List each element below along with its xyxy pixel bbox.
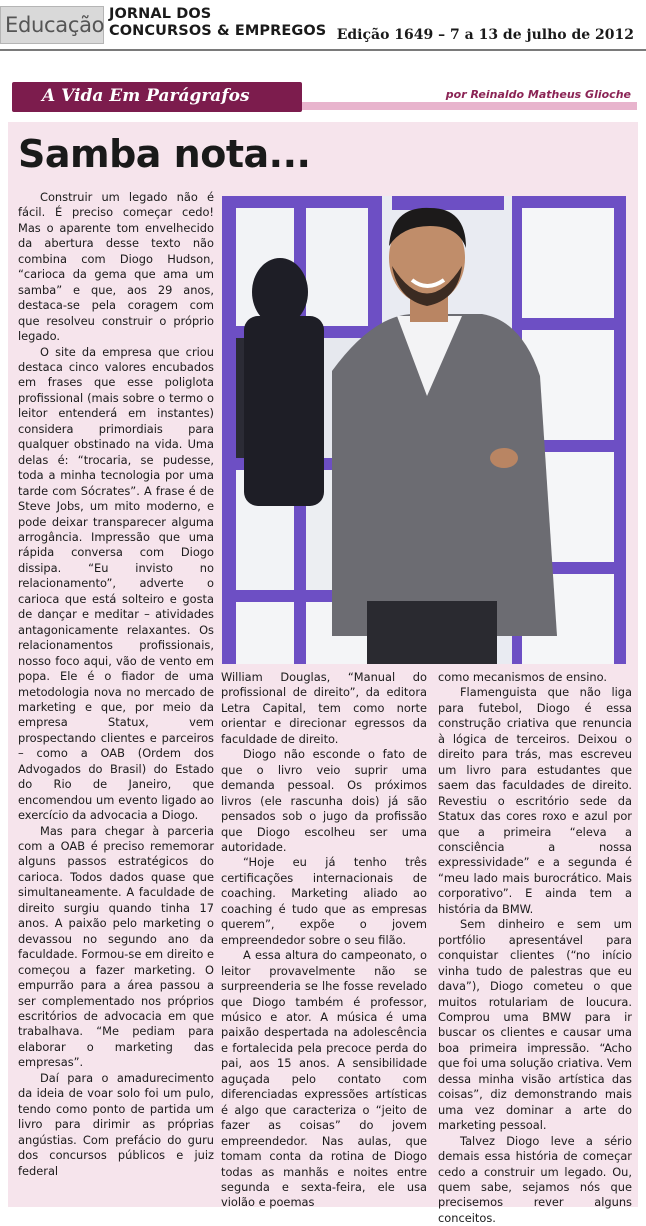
article-column-2 xyxy=(221,670,427,1211)
paragraph: William Douglas, “Manual do profissional de direito”, da editora Letra Capital, tem como norte orientar e direcionar egressos da faculdade de direito. xyxy=(221,670,427,746)
paragraph: como mecanismos de ensino. xyxy=(438,670,607,684)
paragraph: Talvez Diogo leve a sério demais essa história de começar cedo a construir um legado. Ou, quem sabe, sejamos nós que precisemos rever alguns conceitos. xyxy=(438,1133,632,1225)
column-name: A Vida Em Parágrafos xyxy=(42,86,250,106)
article-column-3 xyxy=(438,670,632,1226)
column-name-bar xyxy=(12,82,302,112)
headline: Samba nota... xyxy=(18,132,311,176)
journal-name-line1: JORNAL DOS xyxy=(109,6,212,22)
paragraph: Mas para chegar à parceria com a OAB é preciso rememorar alguns passos estratégicos do carioca. Todos dados quase que simultaneamente. A faculdade de direito surgiu quando tinha 17 anos. A paixão pelo marketing o devassou no segundo ano da faculdade. Formou-se em direito e começou a fazer marketing. O empurrão para a área passou a ser complementado nos próprios escritórios de advocacia em que trabalhava. “Me pediam para elaborar o marketing das empresas”. xyxy=(18,823,214,1070)
byline: por Reinaldo Matheus Glioche xyxy=(445,88,631,101)
paragraph: “Hoje eu já tenho três certificações internacionais de coaching. Marketing aliado ao coaching é tudo que as empresas querem”, expõe o jovem empreendedor sobre o seu filão. xyxy=(221,855,427,947)
column-banner xyxy=(12,82,637,112)
article-column-1 xyxy=(18,190,214,1179)
paragraph: Sem dinheiro e sem um portfólio apresentável para conquistar clientes (“no início vinha tudo de palestras que eu dava”), Diogo cometeu o que muitos rotulariam de loucura. Comprou uma BMW para ir buscar os clientes e causar uma boa primeira impressão. “Acho que foi uma solução criativa. Vem dessa minha visão artística das coisas”, diz demonstrando mais uma vez dominar a arte do marketing pessoal. xyxy=(438,917,632,1133)
paragraph: Daí para o amadurecimento da ideia de voar solo foi um pulo, tendo como ponto de partida um livro para dirimir as próprias angústias. Com prefácio do guru dos concursos públicos e juiz federal xyxy=(18,1070,214,1178)
paragraph: A essa altura do campeonato, o leitor provavelmente não se surpreenderia se lhe fosse revelado que Diogo também é professor, músico e ator. A música é uma paixão despertada na adolescência e fortalecida pela precoce perda do pai, aos 15 anos. A sensibilidade aguçada pelo contato com diferenciadas expressões artísticas é algo que caracteriza o “jeito de fazer as coisas” do jovem empreendedor. Nas aulas, que tomam conta da rotina de Diogo todas as manhãs e noites entre segunda e sexta-feira, ele usa violão e poemas xyxy=(221,948,427,1210)
masthead xyxy=(0,0,646,52)
article xyxy=(8,122,638,1225)
edition-info: Edição 1649 – 7 a 13 de julho de 2012 xyxy=(336,27,634,43)
portrait-photo xyxy=(222,196,626,664)
paragraph: Flamenguista que não liga para futebol, Diogo é essa construção criativa que renuncia à lógica de terceiros. Deixou o direito para trás, mas escreveu um livro para estudantes que saem das faculdades de direito. Revestiu o escritório sede da Statux das cores roxo e azul por que a primeira “eleva a consciência a nossa expressividade” e a segunda é “meu lado mais burocrático. Mais corporativo”. E ainda tem a história da BMW. xyxy=(438,685,632,916)
journal-name-line2: CONCURSOS & EMPREGOS xyxy=(109,23,327,39)
paragraph: Construir um legado não é fácil. É preciso começar cedo! Mas o aparente tom envelhecido da abertura desse texto não combina com Diogo Hudson, “carioca da gema que ama um samba” e que, aos 29 anos, destaca-se pela coragem com que resolveu construir o próprio legado. xyxy=(18,190,214,344)
journal-name xyxy=(109,6,326,40)
paragraph: O site da empresa que criou destaca cinco valores encubados em frases que esse poliglota profissional (mais sobre o termo o leitor entenderá em instantes) considera primordiais para qualquer obstinado na vida. Uma delas é: “trocaria, se pudesse, toda a minha tecnologia por uma tarde com Sócrates”. A frase é de Steve Jobs, um mito moderno, e pode deixar transparecer alguma arrogância. Impressão que uma rápida conversa com Diogo dissipa. “Eu invisto no relacionamento”, adverte o carioca que está solteiro e gosta de dançar e meditar – atividades antagonicamente relaxantes. Os relacionamentos profissionais, nosso foco aqui, vão de vento em popa. Ele é o fiador de uma metodologia nova no mercado de marketing e que, por meio da empresa Statux, vem prospectando clientes e parceiros – como a OAB (Ordem dos Advogados do Brasil) do Estado do Rio de Janeiro, que encomendou um evento ligado ao exercício da advocacia a Diogo. xyxy=(18,344,214,823)
paragraph: Diogo não esconde o fato de que o livro veio suprir uma demanda pessoal. Os próximos livros (ele rascunha dois) já são pensados sob o jugo da profissão que Diogo escolheu ser uma autoridade. xyxy=(221,747,427,854)
section-label: Educação xyxy=(0,6,104,44)
banner-strip xyxy=(302,102,637,110)
masthead-divider xyxy=(0,49,646,51)
portrait-photo-icon xyxy=(222,196,626,664)
